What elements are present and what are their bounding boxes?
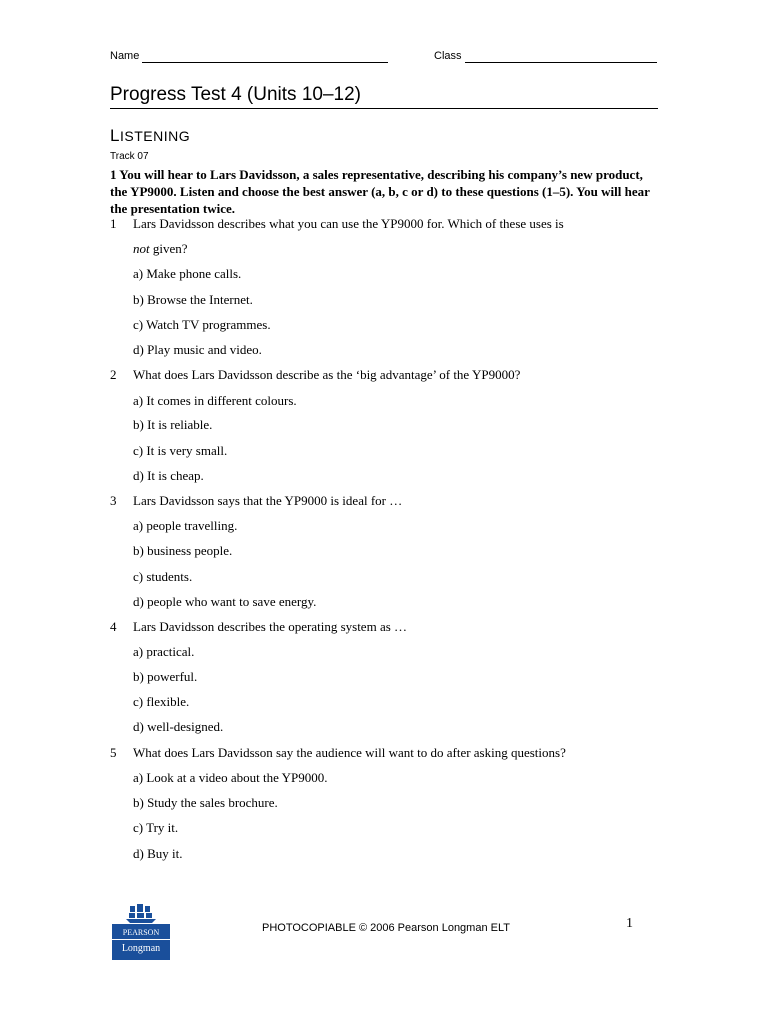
footer-copyright: PHOTOCOPIABLE © 2006 Pearson Longman ELT — [262, 922, 510, 934]
answer-option: b) Browse the Internet. — [133, 292, 253, 307]
instructions: 1 You will hear to Lars Davidsson, a sales representative, describing his company’s new product, the YP9000. Listen and choose the best answer (a, b, c or d) to these questions (1–5). You will hear the presentation twice. — [110, 167, 650, 216]
question-number: 1 — [110, 216, 117, 231]
section-heading — [110, 126, 190, 146]
page-title: Progress Test 4 (Units 10–12) — [110, 84, 361, 105]
emphasis-not: not — [133, 241, 150, 256]
answer-option: a) It comes in different colours. — [133, 393, 297, 408]
page-number: 1 — [626, 916, 633, 931]
answer-option: d) It is cheap. — [133, 468, 204, 483]
answer-option: a) practical. — [133, 644, 195, 659]
answer-option: c) It is very small. — [133, 443, 228, 458]
answer-option: d) Buy it. — [133, 846, 183, 861]
logo-line2: Longman — [121, 943, 161, 954]
answer-option: d) Play music and video. — [133, 342, 262, 357]
answer-option: a) Make phone calls. — [133, 266, 242, 281]
answer-option: d) people who want to save energy. — [133, 594, 317, 609]
question-text: Lars Davidsson describes what you can use the YP9000 for. Which of these uses is — [133, 216, 564, 231]
answer-option: c) Try it. — [133, 820, 179, 835]
question-text: What does Lars Davidsson say the audience will want to do after asking questions? — [133, 745, 566, 760]
question-text: What does Lars Davidsson describe as the ‘big advantage’ of the YP9000? — [133, 367, 521, 382]
question-text-continued — [133, 241, 188, 257]
question-text: Lars Davidsson says that the YP9000 is ideal for … — [133, 493, 403, 508]
answer-option: c) flexible. — [133, 694, 190, 709]
answer-option: d) well-designed. — [133, 719, 224, 734]
question-number: 5 — [110, 745, 117, 760]
question-number: 4 — [110, 619, 117, 634]
question-number: 2 — [110, 367, 117, 382]
class-line — [465, 62, 657, 63]
ship-icon — [112, 902, 170, 960]
title-underline — [110, 108, 658, 109]
class-label: Class — [434, 50, 462, 62]
answer-option: a) Look at a video about the YP9000. — [133, 770, 328, 785]
name-label: Name — [110, 50, 140, 62]
section-first-letter: L — [110, 126, 120, 145]
answer-option: b) Study the sales brochure. — [133, 795, 278, 810]
answer-option: b) It is reliable. — [133, 417, 213, 432]
question-text: Lars Davidsson describes the operating system as … — [133, 619, 408, 634]
question-number: 3 — [110, 493, 117, 508]
answer-option: b) business people. — [133, 543, 233, 558]
answer-option: b) powerful. — [133, 669, 198, 684]
answer-option: a) people travelling. — [133, 518, 238, 533]
answer-option: c) Watch TV programmes. — [133, 317, 271, 332]
track-label: Track 07 — [110, 151, 149, 162]
logo-line1: PEARSON — [122, 928, 160, 937]
pearson-longman-logo — [112, 902, 170, 960]
name-line — [142, 62, 388, 63]
question-text-rest: given? — [149, 241, 188, 256]
section-rest: ISTENING — [119, 128, 191, 144]
answer-option: c) students. — [133, 569, 193, 584]
